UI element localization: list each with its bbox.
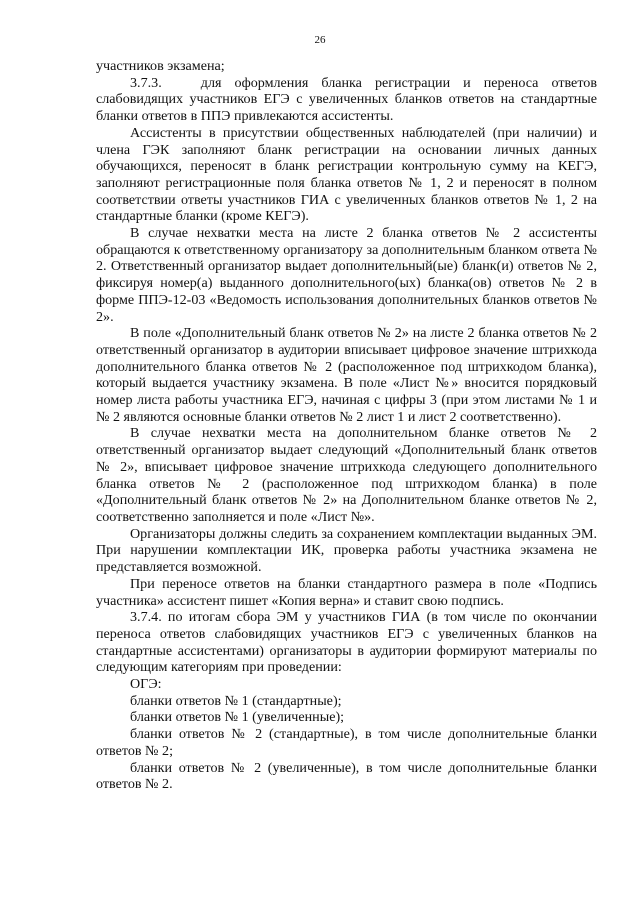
list-item-forms-1-standard: бланки ответов № 1 (стандартные); bbox=[130, 692, 342, 709]
paragraph-3-7-4: 3.7.4. по итогам сбора ЭМ у участников ГИА (в том числе по окончании переноса ответов слабовидящих участников ЕГЭ с увеличенных бланков на стандартные ассистентами) организаторы в аудитории формируют материалы по следующим категориям при проведении: bbox=[96, 609, 597, 676]
paragraph-3-7-3: 3.7.3. для оформления бланка регистрации и переноса ответов слабовидящих участников ЕГЭ с увеличенных бланков ответов на стандартные бланки ответов в ППЭ привлекаются ассистенты. bbox=[96, 74, 597, 125]
list-heading-oge: ОГЭ: bbox=[130, 676, 162, 693]
paragraph-organizers-completeness: Организаторы должны следить за сохранением комплектации выданных ЭМ. При нарушении комплектации ИК, проверка работы участника экзамена не представляется возможной. bbox=[96, 525, 597, 576]
paragraph-lack-of-space-additional: В случае нехватки места на дополнительном бланке ответов № 2 ответственный организатор выдает следующий «Дополнительный бланк ответов № 2», вписывает цифровое значение штрихкода следующего дополнительного бланка ответов № 2 (расположенное под штрихкодом бланка) в поле «Дополнительный бланк ответов № 2» на Дополнительном бланке ответов № 2, соответственно заполняется и поле «Лист №». bbox=[96, 425, 597, 525]
list-item-forms-1-enlarged: бланки ответов № 1 (увеличенные); bbox=[130, 709, 345, 726]
paragraph-copy-verified: При переносе ответов на бланки стандартного размера в поле «Подпись участника» ассистент пишет «Копия верна» и ставит свою подпись. bbox=[96, 575, 597, 609]
page-number: 26 bbox=[314, 34, 326, 46]
document-body bbox=[96, 58, 597, 793]
paragraph-additional-form-field: В поле «Дополнительный бланк ответов № 2» на листе 2 бланка ответов № 2 ответственный организатор в аудитории вписывает цифровое значение штрихкода дополнительного бланка ответов № 2 (расположенное под штрихкодом бланка), который выдается участнику экзамена. В поле «Лист №» вносится порядковый номер листа работы участника ЕГЭ, начиная с цифры 3 (при этом листами № 1 и № 2 являются основные бланки ответов № 2 лист 1 и лист 2 соответственно). bbox=[96, 325, 597, 425]
list-item-forms-2-enlarged: бланки ответов № 2 (увеличенные), в том числе дополнительные бланки ответов № 2. bbox=[96, 759, 597, 793]
paragraph-assistants: Ассистенты в присутствии общественных наблюдателей (при наличии) и члена ГЭК заполняют бланк регистрации на основании личных данных обучающихся, переносят в бланк регистрации контрольную сумму на КЕГЭ, заполняют регистрационные поля бланка ответов № 1, 2 и переносят в полном соответствии ответы участников ГИА с увеличенных бланков ответов № 1, 2 на стандартные бланки (кроме КЕГЭ). bbox=[96, 124, 597, 225]
list-item-forms-2-standard: бланки ответов № 2 (стандартные), в том числе дополнительные бланки ответов № 2; bbox=[96, 726, 597, 759]
paragraph-lack-of-space-sheet-2: В случае нехватки места на листе 2 бланка ответов № 2 ассистенты обращаются к ответственному организатору за дополнительным бланком ответа № 2. Ответственный организатор выдает дополнительный(ые) бланк(и) ответов № 2, фиксируя номер(а) выданного дополнительного(ых) бланка(ов) ответов № 2 в форме ППЭ-12-03 «Ведомость использования дополнительных бланков ответов № 2». bbox=[96, 225, 597, 325]
paragraph-continuation: участников экзамена; bbox=[96, 58, 225, 74]
